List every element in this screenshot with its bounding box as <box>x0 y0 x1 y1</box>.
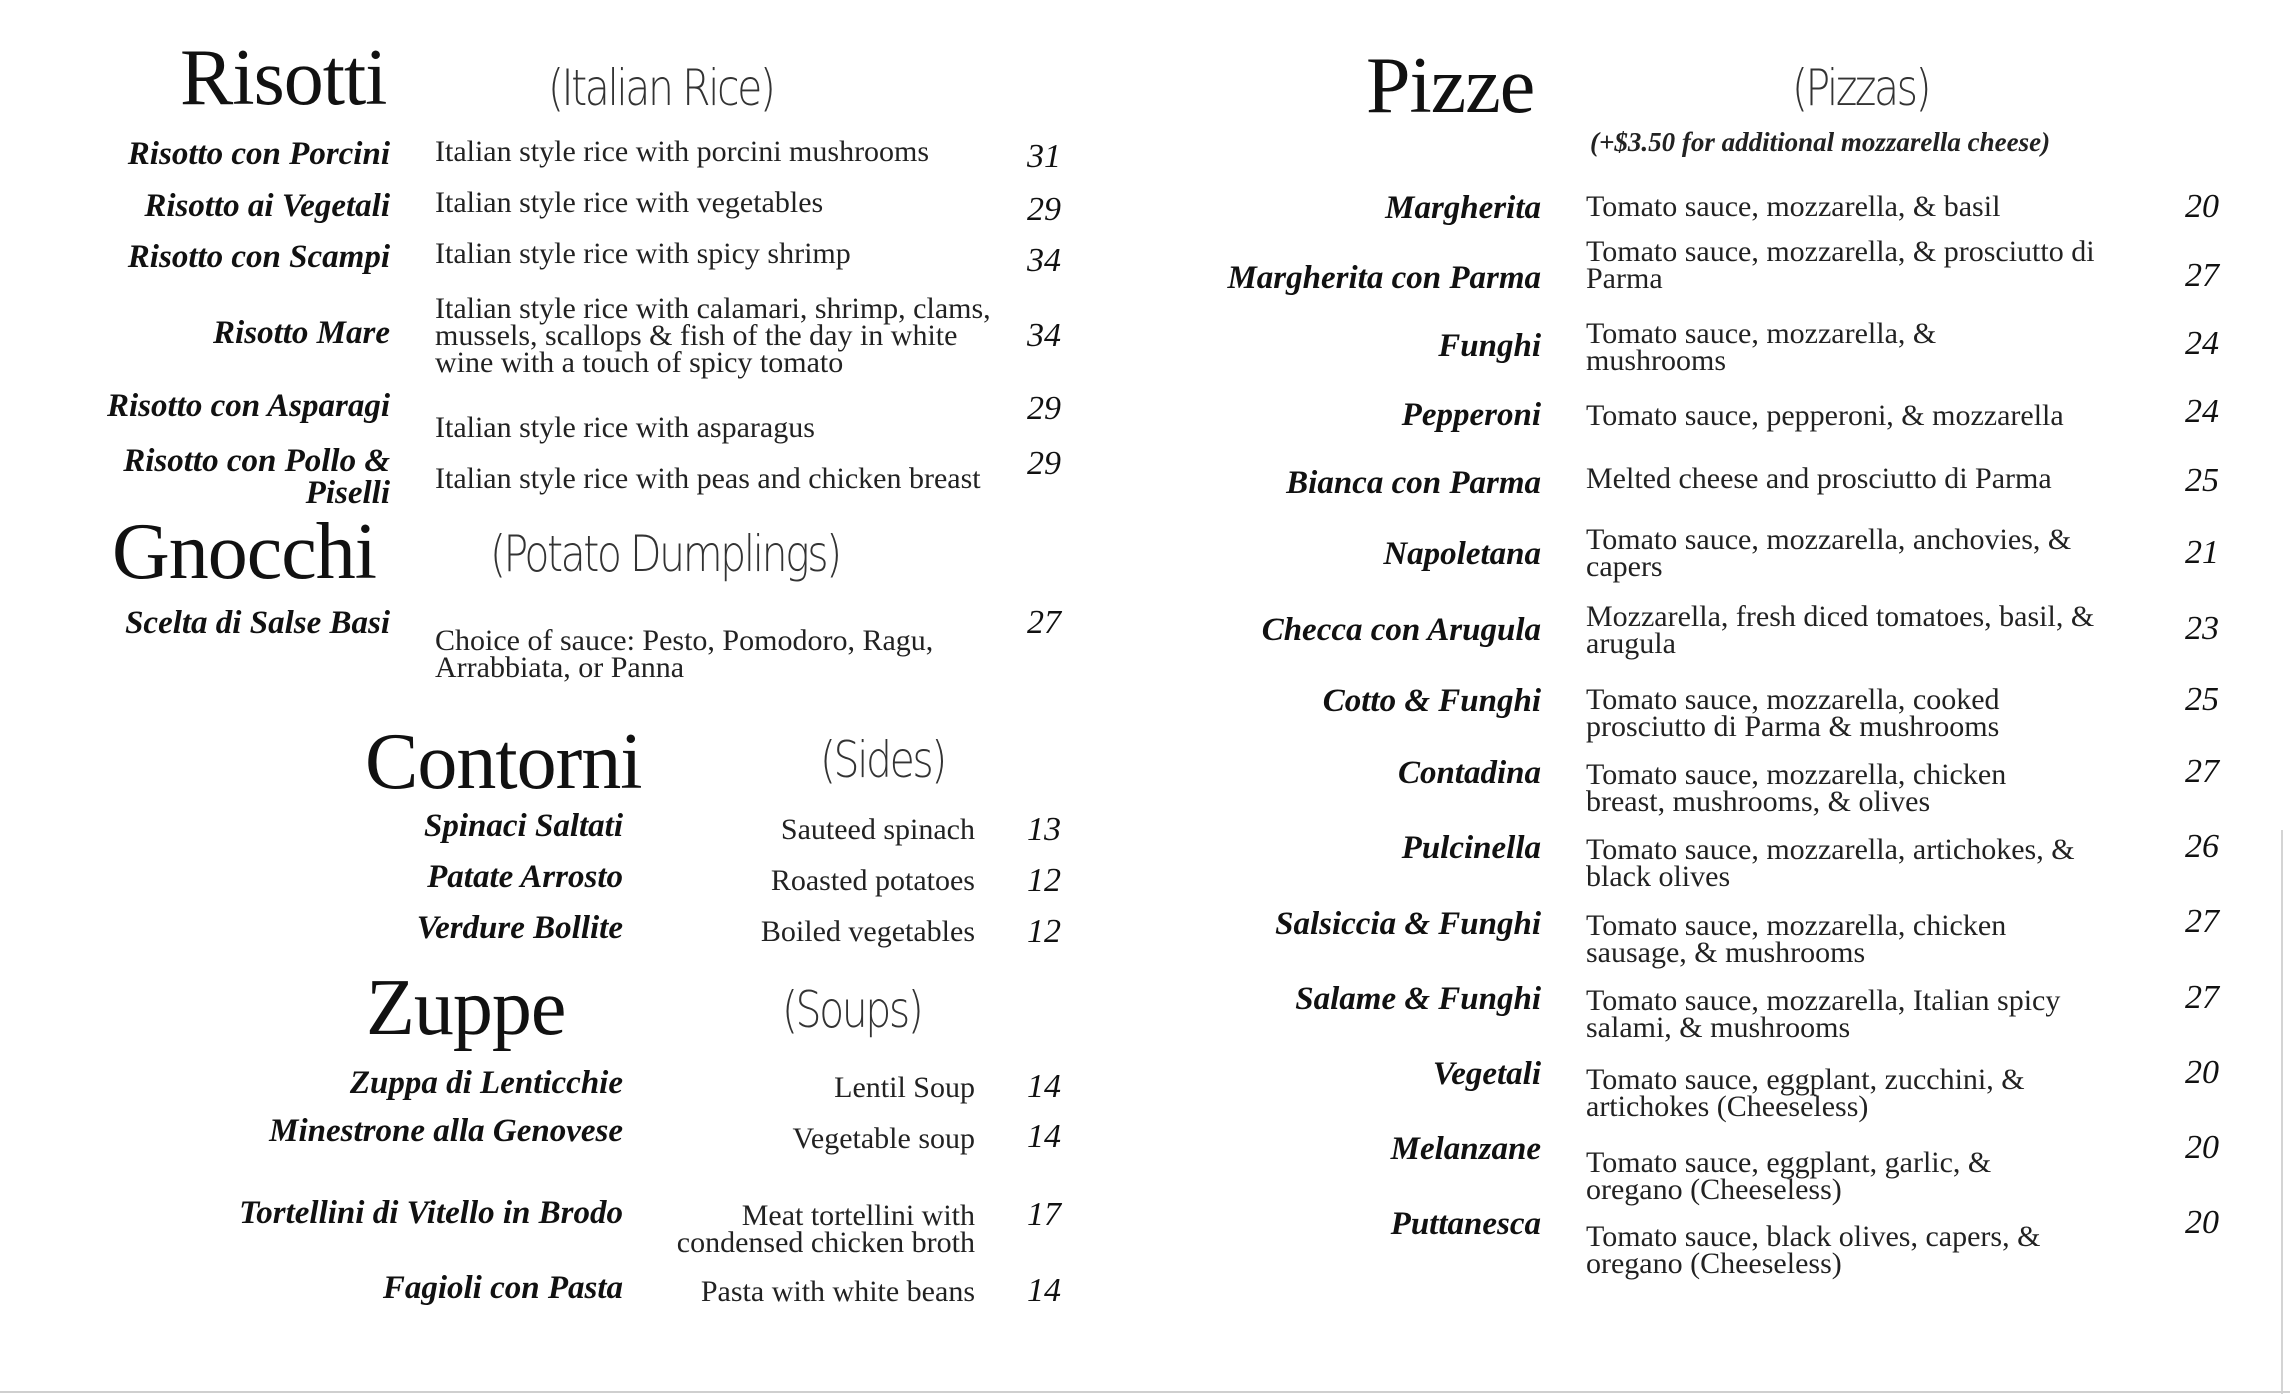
menu-item-price: 25 <box>2185 462 2219 499</box>
menu-item-description: Italian style rice with asparagus <box>435 411 815 444</box>
menu-item-description: Italian style rice with calamari, shrimp, clams, mussels, scallops & fish of the day in white wine with a touch of spicy tomato <box>435 292 991 379</box>
menu-item-name: Risotto con Pollo & Piselli <box>123 443 390 511</box>
section-subtitle-zuppe: (Soups) <box>782 981 922 1039</box>
menu-item-description: Mozzarella, fresh diced tomatoes, basil, & arugula <box>1586 600 2095 660</box>
menu-item-description: Italian style rice with vegetables <box>435 186 824 219</box>
menu-item-description: Italian style rice with peas and chicken breast <box>435 462 981 495</box>
menu-item-price: 29 <box>1027 191 1061 228</box>
menu-item-price: 17 <box>1027 1196 1061 1233</box>
menu-item-price: 29 <box>1027 390 1061 427</box>
menu-item-name: Checca con Arugula <box>1261 612 1541 648</box>
menu-item-price: 21 <box>2185 534 2219 571</box>
menu-item-price: 26 <box>2185 828 2219 865</box>
menu-item-price: 24 <box>2185 393 2219 430</box>
menu-item-name: Zuppa di Lenticchie <box>349 1065 623 1101</box>
menu-item-name: Vegetali <box>1432 1056 1541 1092</box>
menu-item-description: Boiled vegetables <box>760 915 975 948</box>
section-title-gnocchi: Gnocchi <box>112 508 377 596</box>
menu-item-price: 27 <box>2185 753 2219 790</box>
menu-item-price: 27 <box>2185 257 2219 294</box>
menu-item-name: Melanzane <box>1390 1131 1541 1167</box>
menu-item-description: Tomato sauce, mozzarella, cooked prosciutto di Parma & mushrooms <box>1586 683 2000 743</box>
menu-item-description: Meat tortellini with condensed chicken broth <box>676 1199 975 1259</box>
menu-item-description: Tomato sauce, mozzarella, chicken breast, mushrooms, & olives <box>1586 758 2007 818</box>
menu-item-price: 29 <box>1027 445 1061 482</box>
menu-item-name: Pepperoni <box>1401 397 1541 433</box>
menu-item-name: Risotto Mare <box>213 315 390 351</box>
menu-item-price: 20 <box>2185 1129 2219 1166</box>
menu-item-name: Patate Arrosto <box>427 859 623 895</box>
menu-item-price: 25 <box>2185 681 2219 718</box>
menu-item-price: 20 <box>2185 188 2219 225</box>
menu-item-name: Fagioli con Pasta <box>382 1270 623 1306</box>
menu-item-price: 12 <box>1027 913 1061 950</box>
menu-item-description: Tomato sauce, mozzarella, & basil <box>1586 190 2001 223</box>
section-subtitle-gnocchi: (Potato Dumplings) <box>490 525 840 583</box>
menu-item-name: Salame & Funghi <box>1295 981 1541 1017</box>
menu-item-price: 20 <box>2185 1204 2219 1241</box>
section-title-risotti: Risotti <box>180 34 387 122</box>
menu-item-name: Risotto con Porcini <box>127 136 390 172</box>
menu-item-description: Roasted potatoes <box>770 864 975 897</box>
menu-item-price: 12 <box>1027 862 1061 899</box>
menu-item-name: Minestrone alla Genovese <box>269 1113 623 1149</box>
menu-item-name: Tortellini di Vitello in Brodo <box>239 1195 623 1231</box>
menu-item-description: Tomato sauce, black olives, capers, & oregano (Cheeseless) <box>1586 1220 2041 1280</box>
menu-item-name: Funghi <box>1438 328 1541 364</box>
menu-item-price: 13 <box>1027 811 1061 848</box>
menu-item-name: Risotto con Asparagi <box>107 388 390 424</box>
menu-item-name: Puttanesca <box>1390 1206 1541 1242</box>
menu-item-name: Salsiccia & Funghi <box>1275 906 1541 942</box>
menu-item-description: Italian style rice with porcini mushrooms <box>435 135 930 168</box>
menu-item-description: Tomato sauce, mozzarella, chicken sausage, & mushrooms <box>1586 909 2007 969</box>
menu-item-name: Risotto ai Vegetali <box>144 188 390 224</box>
menu-item-description: Pasta with white beans <box>700 1275 975 1308</box>
menu-item-description: Tomato sauce, mozzarella, & mushrooms <box>1586 317 1937 377</box>
menu-item-description: Tomato sauce, eggplant, zucchini, & artichokes (Cheeseless) <box>1586 1063 2025 1123</box>
menu-item-price: 24 <box>2185 325 2219 362</box>
section-title-contorni: Contorni <box>365 718 642 806</box>
menu-item-description: Choice of sauce: Pesto, Pomodoro, Ragu, Arrabbiata, or Panna <box>435 624 934 684</box>
menu-item-name: Spinaci Saltati <box>424 808 623 844</box>
menu-item-name: Bianca con Parma <box>1286 465 1541 501</box>
menu-item-description: Vegetable soup <box>792 1122 975 1155</box>
menu-item-description: Melted cheese and prosciutto di Parma <box>1586 462 2052 495</box>
menu-item-description: Sauteed spinach <box>780 813 975 846</box>
section-subtitle-risotti: (Italian Rice) <box>548 59 774 117</box>
pizze-note: (+$3.50 for additional mozzarella cheese) <box>1590 127 2051 157</box>
menu-item-price: 23 <box>2185 610 2219 647</box>
menu-item-name: Contadina <box>1397 755 1541 791</box>
section-subtitle-pizze: (Pizzas) <box>1792 59 1930 117</box>
menu-item-name: Cotto & Funghi <box>1322 683 1541 719</box>
menu-item-price: 34 <box>1027 242 1061 279</box>
menu-item-price: 31 <box>1027 138 1061 175</box>
menu-item-price: 27 <box>2185 979 2219 1016</box>
section-title-zuppe: Zuppe <box>366 964 566 1052</box>
bottom-divider <box>0 1391 2290 1393</box>
menu-item-price: 14 <box>1027 1272 1061 1309</box>
menu-item-description: Tomato sauce, pepperoni, & mozzarella <box>1586 399 2064 432</box>
menu-item-description: Tomato sauce, eggplant, garlic, & oregano (Cheeseless) <box>1586 1146 1992 1206</box>
section-subtitle-contorni: (Sides) <box>820 731 945 789</box>
menu-item-description: Lentil Soup <box>834 1071 975 1104</box>
menu-item-description: Tomato sauce, mozzarella, artichokes, & black olives <box>1586 833 2075 893</box>
menu-item-price: 14 <box>1027 1118 1061 1155</box>
menu-item-price: 14 <box>1027 1068 1061 1105</box>
menu-item-price: 20 <box>2185 1054 2219 1091</box>
menu-item-name: Margherita con Parma <box>1227 260 1541 296</box>
menu-item-description: Tomato sauce, mozzarella, anchovies, & capers <box>1586 523 2072 583</box>
menu-item-name: Risotto con Scampi <box>127 239 390 275</box>
menu-item-price: 27 <box>2185 903 2219 940</box>
menu-item-name: Pulcinella <box>1401 830 1541 866</box>
edge-divider <box>2281 830 2283 1394</box>
menu-item-name: Margherita <box>1385 190 1541 226</box>
menu-item-name: Verdure Bollite <box>416 910 623 946</box>
menu-item-name: Scelta di Salse Basi <box>125 605 390 641</box>
section-title-pizze: Pizze <box>1366 42 1535 130</box>
menu-item-name: Napoletana <box>1383 536 1541 572</box>
menu-item-price: 34 <box>1027 317 1061 354</box>
menu-item-description: Tomato sauce, mozzarella, Italian spicy salami, & mushrooms <box>1586 984 2061 1044</box>
menu-item-description: Italian style rice with spicy shrimp <box>435 237 851 270</box>
menu-item-description: Tomato sauce, mozzarella, & prosciutto di Parma <box>1586 235 2095 295</box>
menu-item-price: 27 <box>1027 604 1061 641</box>
